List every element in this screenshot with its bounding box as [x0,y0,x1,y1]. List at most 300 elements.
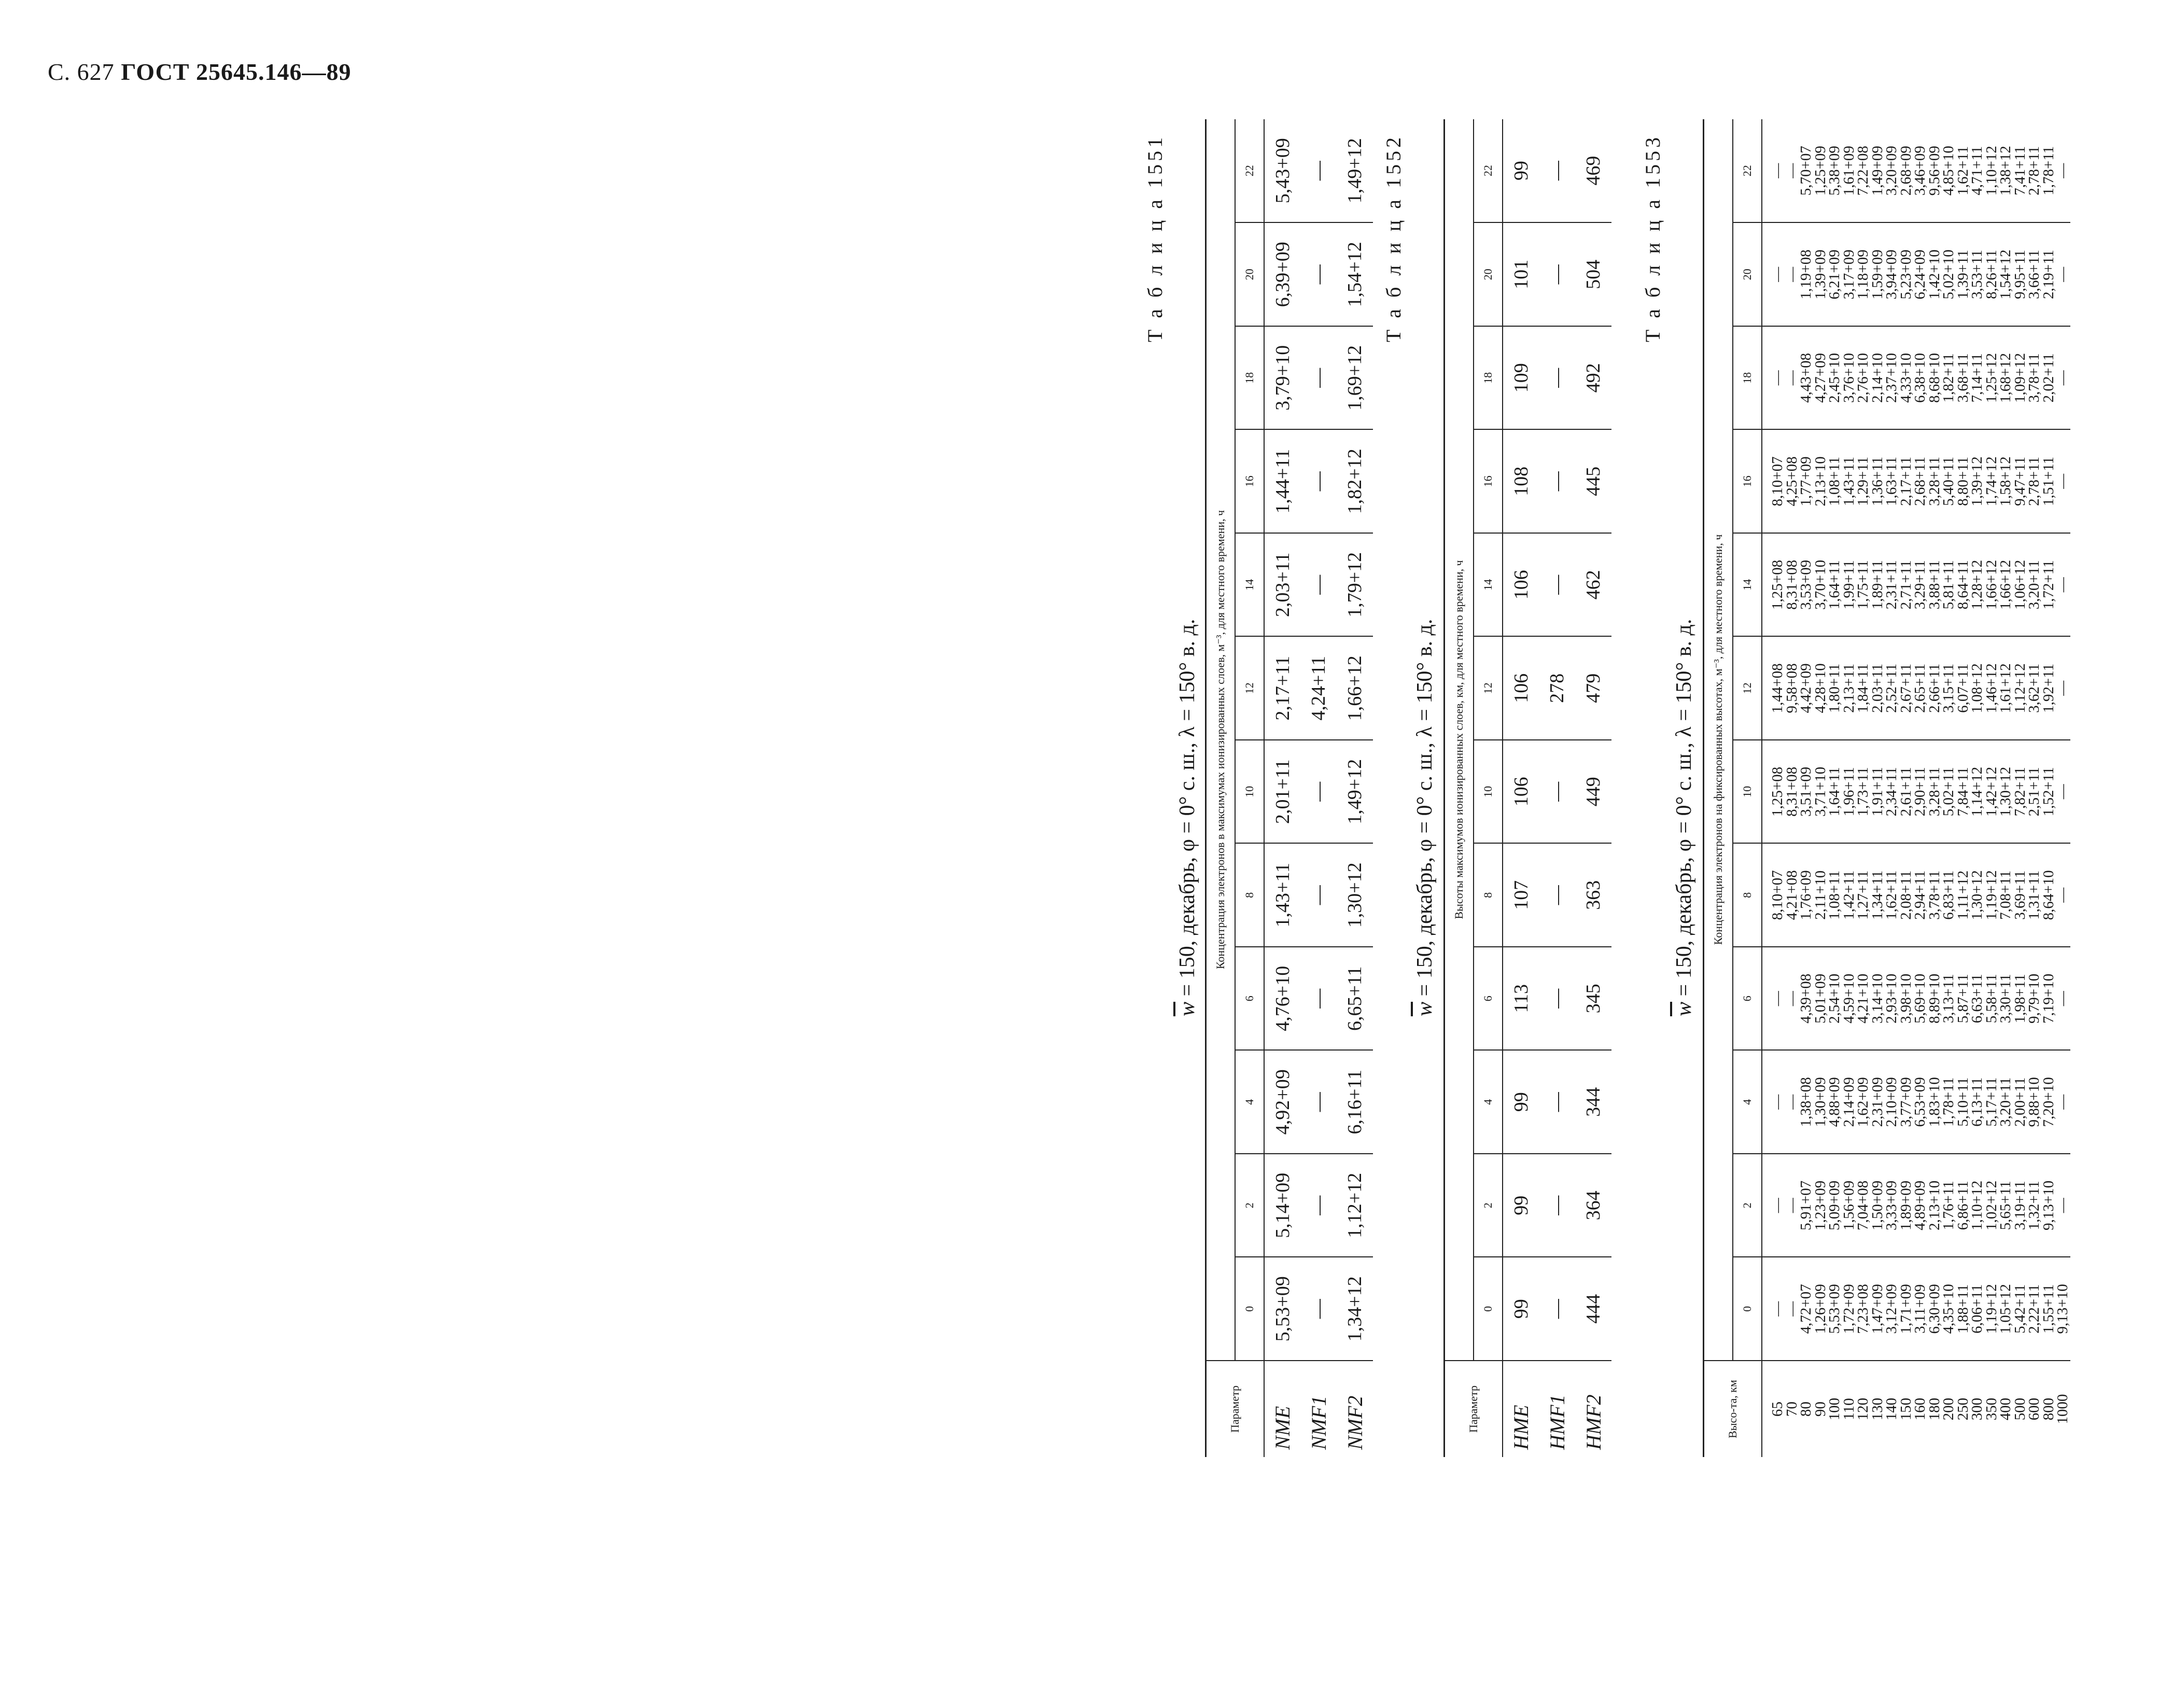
cell: 462 [1575,533,1611,637]
concentration-value: 3,88+11 [1926,560,1943,610]
concentration-value: 7,04+08 [1855,1180,1871,1230]
cell: 106 [1503,740,1539,844]
altitude-value: 400 [1997,1397,2014,1421]
concentration-value: 3,76+10 [1840,353,1857,403]
cell: 101 [1503,223,1539,327]
concentration-value: 1,02+12 [1983,1180,2000,1230]
concentration-value: 5,81+11 [1940,560,1957,610]
concentration-value: 1,47+09 [1869,1284,1886,1334]
cell: 99 [1503,1154,1539,1257]
concentration-value: 2,10+09 [1883,1077,1900,1127]
concentration-value: 4,28+10 [1812,663,1829,713]
cell: 469 [1582,156,1604,186]
row-label: HMF1 [1539,1361,1575,1457]
concentration-value: 6,13+11 [1969,1077,1985,1127]
concentration-value: 2,00+11 [2011,1077,2028,1127]
cell: — [1539,740,1575,844]
concentration-value: 3,11+09 [1912,1284,1928,1334]
concentration-value: 1,10+12 [1983,146,2000,196]
hour-header: 4 [1474,1051,1503,1154]
concentration-value: 1,63+11 [1883,456,1900,506]
cell: 4,92+09 [1264,1051,1300,1154]
data-column [1762,119,2070,223]
hour-header: 20 [1235,223,1264,327]
concentration-value: 9,13+10 [2054,1284,2071,1334]
concentration-value: 3,15+11 [1940,663,1957,713]
concentration-value: 8,64+10 [2040,870,2057,920]
concentration-value: 1,19+08 [1798,249,1814,300]
cell: 5,14+09 [1264,1154,1300,1257]
cell: — [1300,740,1337,844]
hour-header: 6 [1733,947,1762,1051]
altitude-value: 800 [2040,1397,2057,1421]
table-1553-hours-row [1733,119,1762,1457]
data-column [1762,1154,2070,1257]
cell: — [1300,1051,1337,1154]
concentration-value: 1,89+11 [1869,560,1886,610]
table-1551-param-header: Параметр [1206,1361,1265,1457]
data-column [1762,740,2070,844]
concentration-value: 2,93+10 [1883,973,1900,1024]
concentration-value: 4,59+10 [1840,973,1857,1024]
hour-header: 14 [1474,533,1503,637]
concentration-value: 1,62+11 [1954,146,1971,195]
concentration-value: 2,61+11 [1897,767,1914,817]
concentration-value: — [2054,784,2071,800]
concentration-value: 1,71+09 [1897,1284,1914,1334]
data-column [1762,637,2070,740]
cell: 1,44+11 [1264,430,1300,534]
cell: 504 [1575,223,1611,327]
row-label: HME [1503,1361,1539,1457]
concentration-value: 3,68+11 [1954,353,1971,403]
concentration-value: 6,53+09 [1912,1077,1928,1127]
hour-header: 20 [1474,223,1503,327]
concentration-value: 6,30+09 [1926,1284,1943,1334]
concentration-value: 5,40+11 [1940,456,1957,506]
concentration-value: 2,51+11 [2026,767,2042,817]
concentration-value: — [1783,1198,1800,1213]
concentration-value: 1,31+11 [2026,870,2042,920]
concentration-value: — [1783,370,1800,386]
table-1551 [1205,119,1373,1457]
cell: — [1546,161,1568,181]
concentration-value: 9,47+11 [2011,456,2028,506]
concentration-value: 9,58+08 [1783,663,1800,713]
concentration-value: — [2054,991,2071,1006]
cell: — [1300,326,1337,430]
concentration-value: 1,89+09 [1897,1180,1914,1230]
cell: 1,43+11 [1264,844,1300,947]
table-1553-caption: Т а б л и ц а 1553 [1641,134,1664,342]
concentration-value: — [2054,163,2071,178]
altitude-value: 70 [1783,1402,1800,1417]
concentration-value: 7,84+11 [1954,767,1971,817]
concentration-value: 4,33+10 [1897,353,1914,403]
concentration-value: 1,30+09 [1812,1077,1829,1127]
concentration-value: 1,30+12 [1997,766,2014,817]
cell: 4,76+10 [1264,947,1300,1051]
concentration-value: 1,54+12 [1997,249,2014,300]
hour-header: 12 [1474,637,1503,740]
cell: 449 [1575,740,1611,844]
altitude-value: 160 [1912,1397,1928,1421]
concentration-value: 1,08+12 [1969,663,1985,713]
cell: 107 [1503,844,1539,947]
concentration-value: 1,38+08 [1798,1077,1814,1127]
concentration-value: 3,69+11 [2011,870,2028,920]
altitude-column [1762,1361,2070,1457]
concentration-value: 7,19+10 [2040,973,2057,1024]
concentration-value: 3,51+09 [1798,766,1814,817]
concentration-value: 1,61+12 [1997,663,2014,713]
hour-header: 10 [1235,740,1264,844]
concentration-value: 1,12+12 [2011,663,2028,713]
altitude-value: 200 [1940,1397,1957,1421]
hour-header: 4 [1235,1051,1264,1154]
concentration-value: 1,64+11 [1826,560,1843,610]
concentration-value: 5,01+09 [1812,973,1829,1024]
altitude-value: 120 [1855,1397,1871,1421]
concentration-value: 1,46+12 [1983,663,2000,713]
altitude-value: 600 [2026,1397,2042,1421]
cell: 363 [1575,844,1611,947]
cell: 4,24+11 [1300,637,1337,740]
concentration-value: 8,10+07 [1769,456,1786,507]
concentration-value: 8,89+10 [1926,973,1943,1024]
concentration-value: 2,22+11 [2026,1284,2042,1334]
cell: — [1300,223,1337,327]
concentration-value: 8,10+07 [1769,870,1786,920]
cell: 1,54+12 [1337,223,1373,327]
concentration-value: 8,31+08 [1783,766,1800,817]
cell: 109 [1503,326,1539,430]
concentration-value: 1,39+11 [1954,249,1971,299]
hour-header: 22 [1481,165,1494,177]
concentration-value: 1,66+12 [1983,559,2000,610]
concentration-value: 3,53+09 [1798,559,1814,610]
cell: 1,82+12 [1337,430,1373,534]
concentration-value: 3,62+11 [2026,663,2042,713]
hour-header: 8 [1474,844,1503,947]
concentration-value: 6,24+09 [1912,249,1928,300]
concentration-value: 1,55+11 [2040,1284,2057,1334]
table-1551-title: $\overline{w} = 150$, декабрь, φ = 0° с. ш., λ = 150° в. д. [1175,619,1199,1016]
table-1552 [1443,119,1611,1457]
concentration-value: 4,85+10 [1940,146,1957,196]
concentration-value: 1,05+12 [1997,1284,2014,1334]
concentration-value: 3,53+11 [1969,249,1985,299]
concentration-value: 2,71+11 [1897,560,1914,610]
concentration-value: 1,19+12 [1983,870,2000,920]
hour-header: 4 [1733,1051,1762,1154]
concentration-value: 1,25+09 [1812,146,1829,196]
concentration-value: 1,23+09 [1812,1180,1829,1230]
concentration-value: 6,07+11 [1954,663,1971,713]
altitude-value: 250 [1954,1397,1971,1421]
table-1551-group-header: Концентрация электронов в максимумах ионизированных слоев, м⁻³, для местного времени, ч [1206,119,1236,1361]
concentration-value: 4,27+09 [1812,353,1829,403]
concentration-value: 2,65+11 [1912,663,1928,713]
concentration-value: 1,91+11 [1869,767,1886,817]
concentration-value: 1,68+12 [1997,353,2014,403]
concentration-value: 1,09+12 [2011,353,2028,403]
concentration-value: 7,08+11 [1997,870,2014,920]
concentration-value: 1,32+11 [2026,1181,2042,1230]
table-1553-title: $\overline{w} = 150$, декабрь, φ = 0° с. ш., λ = 150° в. д. [1672,619,1696,1016]
cell: 99 [1503,1257,1539,1361]
table-1552-caption: Т а б л и ц а 1552 [1382,134,1405,342]
concentration-value: 6,86+11 [1954,1181,1971,1230]
concentration-value: 1,19+12 [1983,1284,2000,1334]
concentration-value: 2,94+11 [1912,870,1928,920]
table-row [1337,119,1373,1457]
concentration-value: 5,10+11 [1954,1077,1971,1127]
concentration-value: 1,73+11 [1855,767,1871,817]
concentration-value: 3,66+11 [2026,249,2042,299]
concentration-value: 2,13+10 [1926,1180,1943,1230]
concentration-value: 2,45+10 [1826,353,1843,403]
concentration-value: 3,46+09 [1912,146,1928,196]
concentration-value: 3,98+10 [1897,973,1914,1024]
concentration-value: 1,39+12 [1969,456,1985,507]
concentration-value: 8,64+11 [1954,560,1971,610]
hour-header: 12 [1235,637,1264,740]
concentration-value: 5,42+11 [2011,1284,2028,1334]
hour-header: 6 [1474,947,1503,1051]
hour-header: 16 [1733,430,1762,534]
row-label: NMF2 [1337,1361,1373,1457]
concentration-value: 2,68+11 [1912,456,1928,506]
data-column [1762,430,2070,534]
altitude-value: 150 [1897,1397,1914,1421]
altitude-value: 500 [2011,1397,2028,1421]
cell: — [1300,533,1337,637]
concentration-value: 3,29+11 [1912,560,1928,610]
concentration-value: 4,21+10 [1855,973,1871,1024]
concentration-value: 7,22+08 [1855,146,1871,196]
concentration-value: 1,28+12 [1969,559,1985,610]
concentration-value: 1,42+10 [1926,249,1943,300]
cell: — [1539,1154,1575,1257]
hour-header: 12 [1733,637,1762,740]
cell: — [1300,1257,1337,1361]
concentration-value: 1,49+09 [1869,146,1886,196]
concentration-value: 6,06+11 [1969,1284,1985,1334]
concentration-value: 5,09+09 [1826,1180,1843,1230]
concentration-value: 7,82+11 [2011,767,2028,817]
cell: 108 [1503,430,1539,534]
concentration-value: 1,06+12 [2011,559,2028,610]
hour-header: 14 [1235,533,1264,637]
concentration-value: — [1769,1198,1786,1213]
concentration-value: 3,70+10 [1812,559,1829,610]
table-1552-group-header: Высоты максимумов ионизированных слоев, км, для местного времени, ч [1445,119,1474,1361]
cell: 106 [1503,637,1539,740]
concentration-value: 1,25+08 [1769,766,1786,817]
concentration-value: 1,08+11 [1826,870,1843,920]
concentration-value: 5,38+09 [1826,146,1843,196]
concentration-value: — [1783,1094,1800,1110]
concentration-value: — [1783,163,1800,178]
data-column [1762,1257,2070,1361]
cell: 106 [1503,533,1539,637]
concentration-value: 8,68+10 [1926,353,1943,403]
concentration-value: 4,21+08 [1783,870,1800,920]
cell: — [1300,947,1337,1051]
concentration-value: 3,71+10 [1812,766,1829,817]
concentration-value: 1,25+08 [1769,559,1786,610]
concentration-value: 1,66+12 [1997,559,2014,610]
concentration-value: 5,65+11 [1997,1181,2014,1230]
concentration-value: 1,59+09 [1869,249,1886,300]
concentration-value: 3,30+11 [1997,974,2014,1024]
concentration-value: 1,76+11 [1940,1181,1957,1230]
concentration-value: 6,21+09 [1826,249,1843,300]
cell: 344 [1575,1051,1611,1154]
data-column [1762,844,2070,947]
hour-header: 16 [1235,430,1264,534]
concentration-value: 2,34+11 [1883,767,1900,817]
concentration-value: 5,02+10 [1940,249,1957,300]
concentration-value: 2,02+11 [2040,353,2057,403]
concentration-value: 1,39+09 [1812,249,1829,300]
cell: 1,12+12 [1337,1154,1373,1257]
concentration-value: 1,27+11 [1855,870,1871,920]
cell: 99 [1503,1051,1539,1154]
concentration-value: 4,39+08 [1798,973,1814,1024]
concentration-value: 1,76+09 [1798,870,1814,920]
cell: 2,17+11 [1264,637,1300,740]
concentration-value: 1,14+12 [1969,766,1985,817]
hour-header: 0 [1733,1257,1762,1361]
concentration-value: 3,77+09 [1897,1077,1914,1127]
concentration-value: 1,18+09 [1855,249,1871,300]
concentration-value: 1,99+11 [1840,560,1857,610]
altitude-value: 90 [1812,1402,1829,1417]
table-body-row [1762,119,2070,1457]
concentration-value: 3,19+11 [2011,1181,2028,1230]
cell: 364 [1575,1154,1611,1257]
concentration-value: 1,44+08 [1769,663,1786,713]
concentration-value: — [2054,680,2071,696]
cell: 444 [1575,1257,1611,1361]
concentration-value: 7,41+11 [2011,146,2028,195]
concentration-value: 5,02+11 [1940,767,1957,817]
concentration-value: 1,62+09 [1855,1077,1871,1127]
concentration-value: 1,83+10 [1926,1077,1943,1127]
hour-header: 10 [1474,740,1503,844]
cell: 99 [1510,161,1532,181]
table-row [1503,119,1539,1457]
concentration-value: 1,38+12 [1997,146,2014,196]
altitude-value: 130 [1869,1397,1886,1421]
cell: 6,16+11 [1337,1051,1373,1154]
concentration-value: 2,66+11 [1926,663,1943,713]
data-column [1762,1051,2070,1154]
concentration-value: 3,20+11 [2026,560,2042,610]
concentration-value: 2,68+09 [1897,146,1914,196]
concentration-value: — [1769,163,1786,178]
row-label: NME [1264,1361,1300,1457]
concentration-value: 2,11+10 [1812,870,1829,920]
concentration-value: 4,71+11 [1969,146,1985,195]
cell: 2,03+11 [1264,533,1300,637]
cell: — [1539,947,1575,1051]
table-1552-title: $\overline{w} = 150$, декабрь, φ = 0° с. ш., λ = 150° в. д. [1413,619,1437,1016]
concentration-value: 1,62+11 [1883,870,1900,920]
concentration-value: 4,88+09 [1826,1077,1843,1127]
concentration-value: 3,17+09 [1840,249,1857,300]
concentration-value: 1,98+11 [2011,974,2028,1024]
concentration-value: — [1769,991,1786,1006]
hour-header: 2 [1235,1154,1264,1257]
concentration-value: — [1783,267,1800,282]
concentration-value: 5,23+09 [1897,249,1914,300]
cell: — [1539,430,1575,534]
cell: 1,30+12 [1337,844,1373,947]
cell: 1,69+12 [1337,326,1373,430]
concentration-value: 3,12+09 [1883,1284,1900,1334]
concentration-value: 7,14+11 [1969,353,1985,403]
cell: 1,34+12 [1337,1257,1373,1361]
concentration-value: — [2054,267,2071,282]
concentration-value: — [2054,577,2071,593]
table-1551-caption: Т а б л и ц а 1551 [1143,134,1167,342]
page-header [48,58,352,86]
concentration-value: 8,31+08 [1783,559,1800,610]
cell: 479 [1575,637,1611,740]
table-1551-hours-row [1235,119,1264,1457]
cell: 445 [1575,430,1611,534]
concentration-value: 7,23+08 [1855,1284,1871,1334]
row-label: NMF1 [1300,1361,1337,1457]
concentration-value: 4,72+07 [1798,1284,1814,1334]
row-label: HMF2 [1575,1361,1611,1457]
hour-header: 20 [1733,223,1762,327]
concentration-value: 2,78+11 [2026,146,2042,195]
concentration-value: 9,13+10 [2040,1180,2057,1230]
concentration-value: 8,26+11 [1983,249,2000,299]
cell: 1,49+12 [1337,740,1373,844]
hour-header: 2 [1733,1154,1762,1257]
hour-header: 8 [1733,844,1762,947]
table-1552-hours-row [1474,119,1503,1457]
concentration-value: — [2054,473,2071,489]
concentration-value: 2,19+11 [2040,249,2057,299]
cell: — [1539,844,1575,947]
concentration-value: — [2054,887,2071,903]
hour-header: 18 [1733,326,1762,430]
concentration-value: 4,25+08 [1783,456,1800,507]
concentration-value: 1,77+09 [1798,456,1814,507]
concentration-value: 1,96+11 [1840,767,1857,817]
concentration-value: 2,14+10 [1869,353,1886,403]
concentration-value: 1,43+11 [1840,456,1857,506]
concentration-value: 1,34+11 [1869,870,1886,920]
concentration-value: 1,75+11 [1855,560,1871,610]
concentration-value: 1,10+12 [1969,1180,1985,1230]
concentration-value: 2,31+09 [1869,1077,1886,1127]
concentration-value: 9,79+10 [2026,973,2042,1024]
data-column [1762,533,2070,637]
altitude-value: 1000 [2054,1394,2071,1424]
concentration-value: — [1783,991,1800,1006]
concentration-value: 2,03+11 [1869,663,1886,713]
concentration-value: 9,56+09 [1926,146,1943,196]
concentration-value: 1,26+09 [1812,1284,1829,1334]
hour-header: 22 [1741,165,1754,177]
